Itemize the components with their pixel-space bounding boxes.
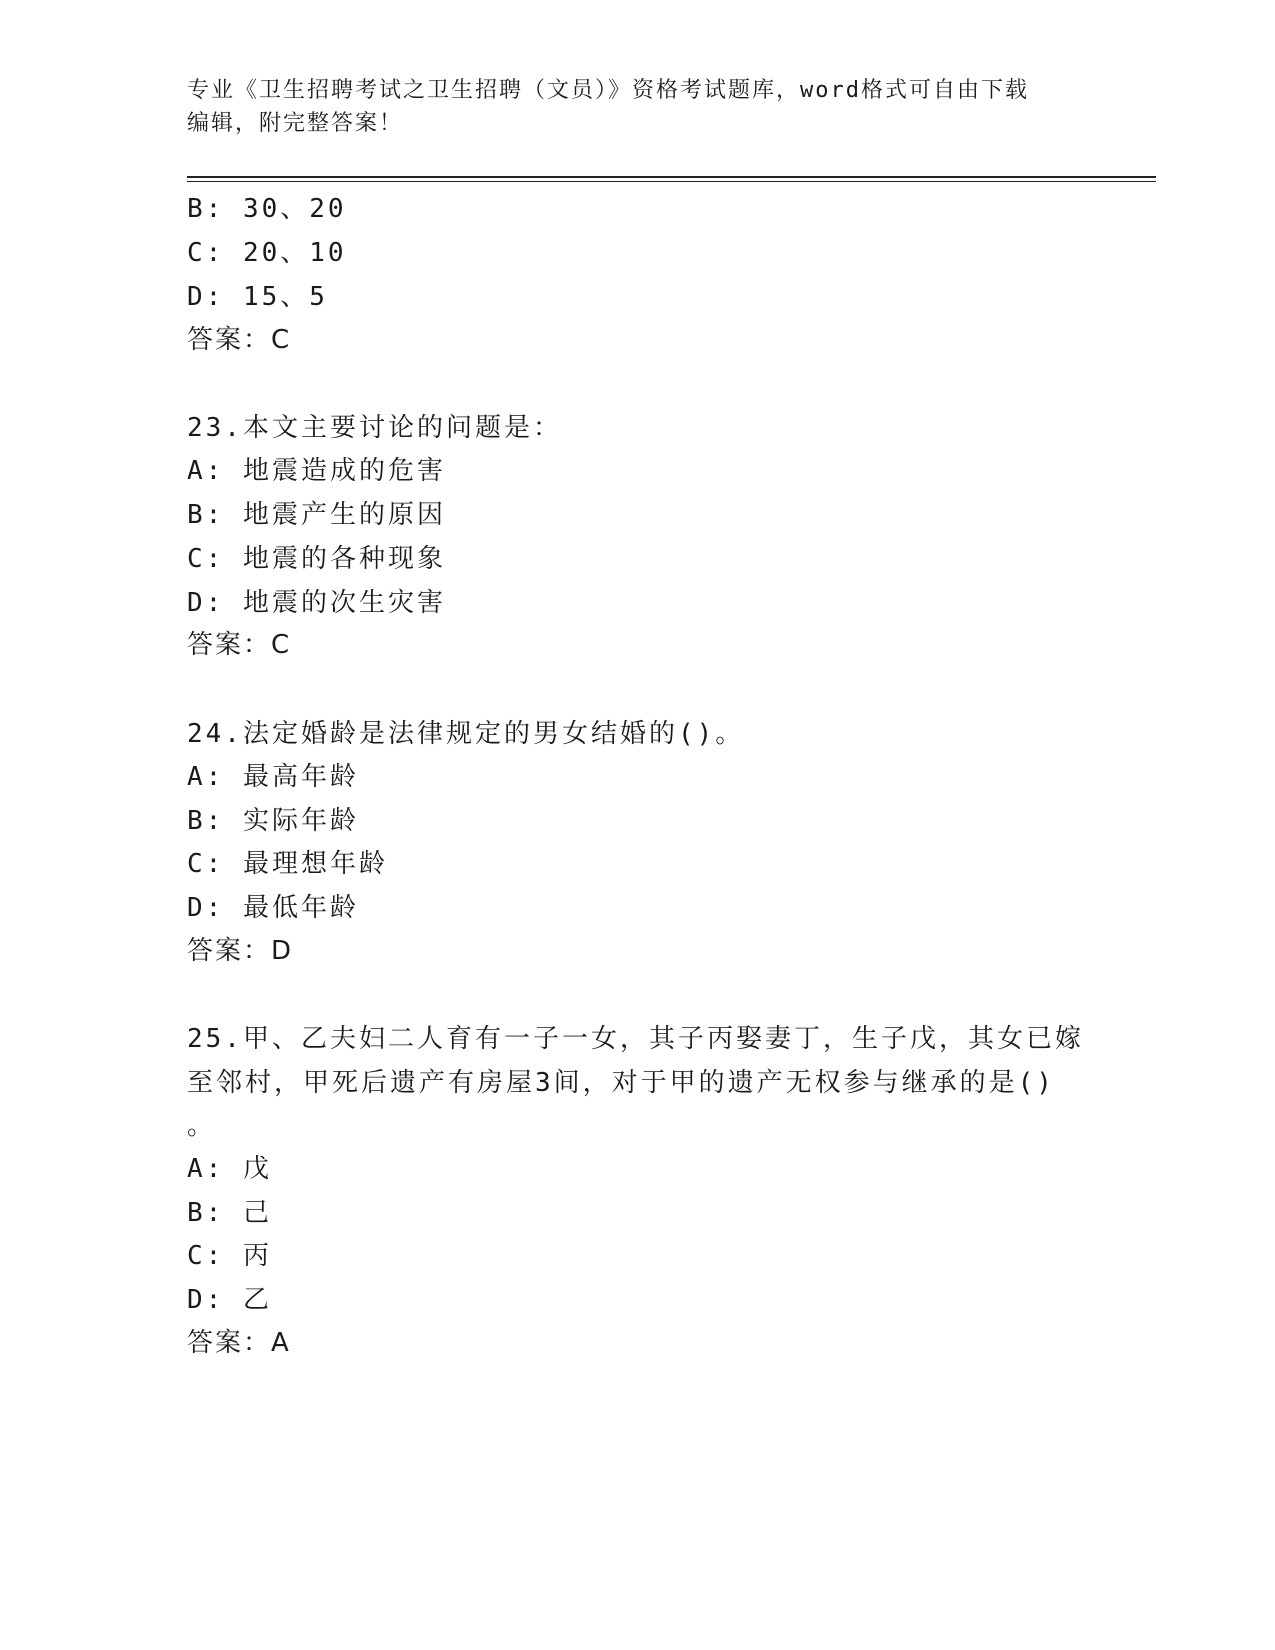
q23-option-d: D: 地震的次生灾害 <box>187 588 446 618</box>
q23-stem: 23.本文主要讨论的问题是： <box>187 413 562 443</box>
q24-option-a: A: 最高年龄 <box>187 762 359 792</box>
q22-option-d: D: 15、5 <box>187 282 328 312</box>
q25-stem-line-3: 。 <box>187 1111 217 1141</box>
q24-stem: 24.法定婚龄是法律规定的男女结婚的()。 <box>187 719 745 749</box>
header-divider-thick <box>187 176 1156 178</box>
q25-option-a: A: 戊 <box>187 1154 272 1184</box>
q22-option-c: C: 20、10 <box>187 238 347 268</box>
document-header <box>187 74 1087 140</box>
header-divider-thin <box>187 181 1156 182</box>
q23-option-c: C: 地震的各种现象 <box>187 544 446 574</box>
q25-option-d: D: 乙 <box>187 1285 272 1315</box>
q25-answer: 答案：A <box>187 1328 291 1358</box>
q22-answer: 答案：C <box>187 325 292 355</box>
q25-stem-line-1: 25.甲、乙夫妇二人育有一子一女，其子丙娶妻丁，生子戊，其女已嫁 <box>187 1024 1084 1054</box>
q24-answer: 答案：D <box>187 936 294 966</box>
q25-option-c: C: 丙 <box>187 1241 272 1271</box>
header-line-2: 编辑，附完整答案！ <box>187 111 404 136</box>
q23-option-b: B: 地震产生的原因 <box>187 500 446 530</box>
header-line-1: 专业《卫生招聘考试之卫生招聘（文员）》资格考试题库，word格式可自由下载 <box>187 78 1029 103</box>
q24-option-c: C: 最理想年龄 <box>187 849 388 879</box>
q22-option-b: B: 30、20 <box>187 194 347 224</box>
q24-option-b: B: 实际年龄 <box>187 806 359 836</box>
q23-answer: 答案：C <box>187 630 292 660</box>
q25-stem-line-2: 至邻村，甲死后遗产有房屋3间，对于甲的遗产无权参与继承的是() <box>187 1068 1055 1098</box>
q24-option-d: D: 最低年龄 <box>187 893 359 923</box>
q23-option-a: A: 地震造成的危害 <box>187 456 446 486</box>
q25-option-b: B: 己 <box>187 1198 272 1228</box>
